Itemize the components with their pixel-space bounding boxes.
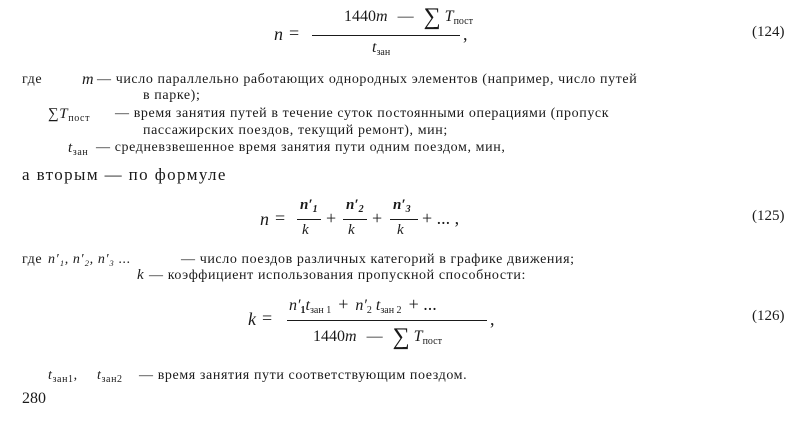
n3-term [393,197,411,215]
n3-sub: 3 [405,204,411,215]
sigma-symbol: ∑ [392,324,410,350]
where-label: где [22,252,43,267]
t1-symbol [48,368,78,385]
formula-124-comma: , [463,24,468,44]
m-var: m [82,71,95,88]
n1-var: n [300,197,309,213]
formula-124-eq: = [289,23,300,43]
t1-var: t [305,297,310,314]
t1-sub: зан 1 [309,305,332,316]
n2-sub: 2 [366,305,372,316]
den-sub: зан [376,47,391,58]
sum-var: T [59,106,69,122]
prime-mark: ′ [308,197,313,213]
n3-var: n [393,197,402,213]
den-t-sub: пост [422,336,442,347]
fraction-bar-125-3 [390,219,418,220]
fraction-bar-126 [287,320,487,321]
t-text: — средневзвешенное время занятия пути одним поездом, мин, [96,140,506,155]
sum-sub: пост [68,113,91,124]
num-var: m [376,8,388,25]
prime-mark: ′ [354,197,359,213]
n1-term [300,197,318,215]
t2-symbol [97,368,123,385]
n2-var: n′ [355,297,367,314]
den-prefix: 1440 [313,328,345,345]
formula-126-lhs: k [248,309,256,329]
t-symbol [68,140,88,158]
t-var: t [68,140,73,156]
sum-cont: пассажирских поездов, текущий ремонт), мин; [143,123,448,138]
defs-126 [0,368,809,388]
t-defs-text: — время занятия пути соответствующим поездом. [139,368,468,383]
t-sub: зан [72,147,89,158]
n1-sub: 1 [312,204,318,215]
t2-sub: зан2 [101,374,123,385]
n2-term [346,197,364,215]
formula-126 [0,292,809,362]
k-text: — коэффициент использования пропускной способности: [149,268,526,283]
fraction-bar-125-2 [343,219,367,220]
n-vars-text: — число поездов различных категорий в графике движения; [181,252,575,267]
formula-125-lhs: n [260,209,269,229]
den-var: t [372,39,377,56]
den-k2: k [348,222,355,238]
plus-sign: + [338,294,349,314]
n1-sub: 1 [300,305,306,316]
formula-126-denominator [313,324,442,351]
plus-sign-1: + [326,208,337,228]
formula-125-eq: = [275,208,286,228]
t1-var: t [48,368,53,383]
minus-sign: — [397,8,414,25]
fraction-bar-124 [312,35,460,36]
t1-sub: зан1 [52,374,74,385]
formula-124-lhs: n [274,24,283,44]
formula-124-denominator [372,39,390,58]
n2-var: n [346,197,355,213]
defs-125 [0,252,809,286]
formula-125-number: (125) [752,208,785,224]
den-t-var: T [413,328,423,345]
where-label: где [22,72,43,87]
k-var: k [137,267,145,283]
den-k1: k [302,222,309,238]
formula-125 [0,195,809,245]
formula-126-eq: = [262,308,273,328]
den-var: m [345,328,357,345]
formula-126-number: (126) [752,308,785,324]
lead-text: а вторым — по формуле [22,165,227,184]
formula-124 [0,0,809,70]
num-prefix: 1440 [344,8,376,25]
formula-124-number: (124) [752,24,785,40]
formula-124-numerator [344,4,473,31]
n1-var: n′ [289,297,301,314]
sigma-symbol: ∑ [423,4,441,30]
minus-sign: — [366,328,383,345]
n-vars: n′₁, n′₂, n′₃ ... [48,252,131,267]
sum-symbol [48,106,90,124]
sigma-symbol: ∑ [48,106,60,122]
t2-sub: зан 2 [380,305,402,316]
m-cont: в парке); [143,88,201,103]
sum-text: — время занятия путей в течение суток постоянными операциями (пропуск [115,106,610,121]
formula-126-numerator [289,294,437,316]
prime-mark: ′ [401,197,406,213]
plus-sign-2: + [372,208,383,228]
page-number: 280 [22,390,46,407]
t-sub: пост [453,16,473,27]
fraction-bar-125-1 [297,219,321,220]
defs-124 [0,66,809,166]
formula-125-tail: + ... , [422,208,460,228]
den-k3: k [397,222,404,238]
separator: , [73,368,78,383]
n2-sub: 2 [358,204,364,215]
t2-var: t [97,368,102,383]
t-var: T [444,8,454,25]
num-tail: + ... [408,294,437,314]
t2-var: t [375,297,381,314]
formula-126-comma: , [490,309,495,329]
m-text: — число параллельно работающих однородных элементов (например, число путей [97,72,638,87]
